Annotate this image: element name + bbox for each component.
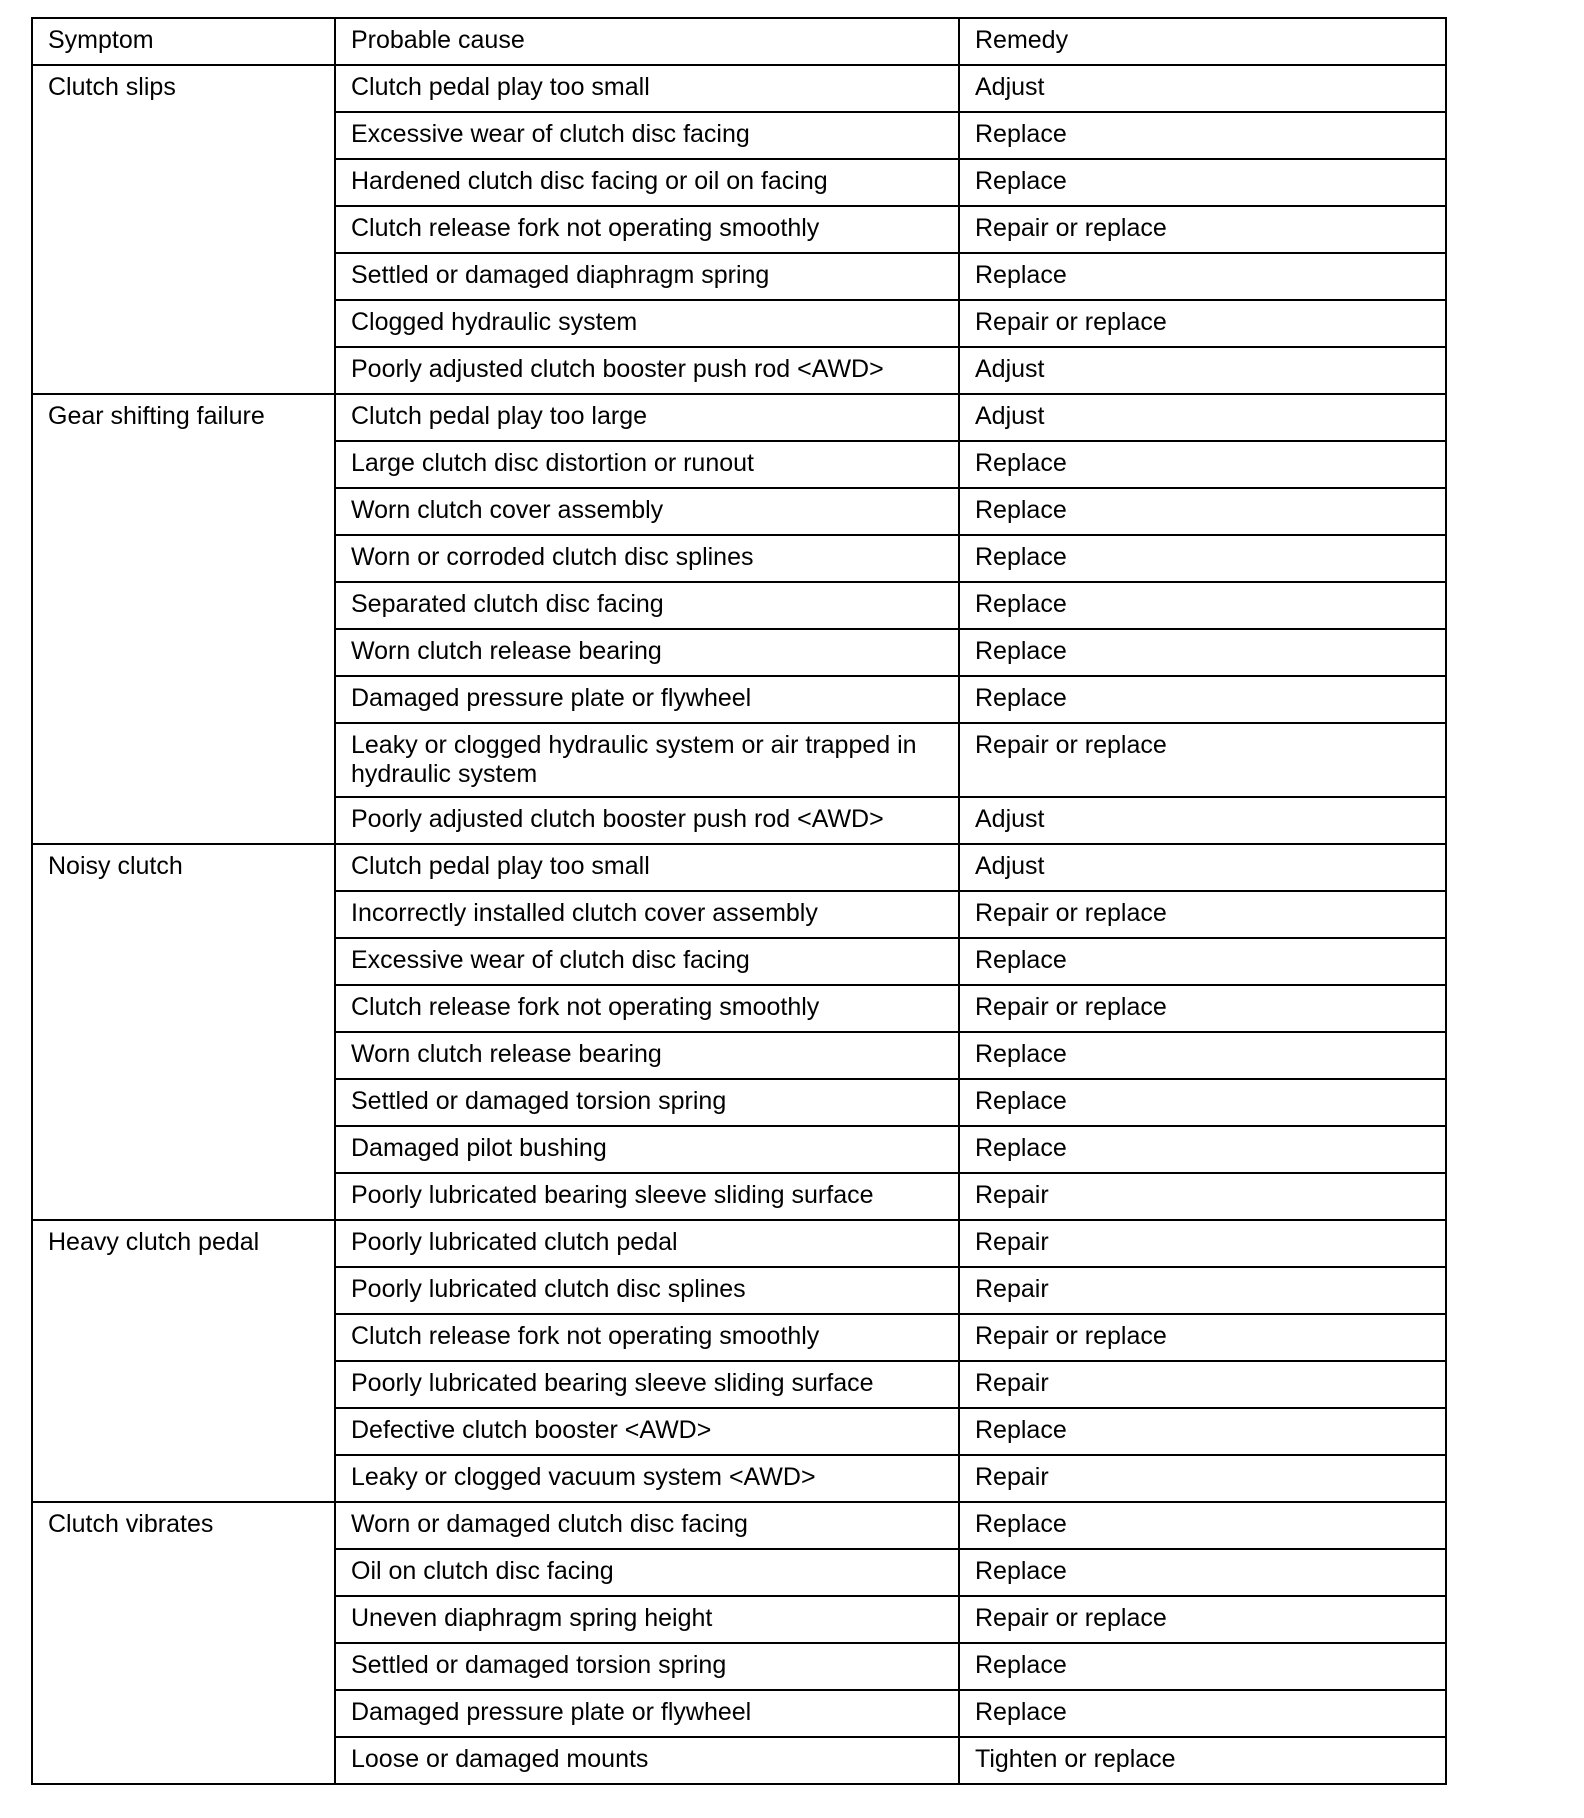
probable-cause-cell: Loose or damaged mounts (335, 1737, 959, 1784)
probable-cause-cell: Excessive wear of clutch disc facing (335, 112, 959, 159)
remedy-cell: Repair (959, 1173, 1446, 1220)
probable-cause-cell: Settled or damaged torsion spring (335, 1643, 959, 1690)
remedy-cell: Replace (959, 253, 1446, 300)
probable-cause-cell: Worn or corroded clutch disc splines (335, 535, 959, 582)
probable-cause-cell: Poorly adjusted clutch booster push rod <AWD> (335, 797, 959, 844)
remedy-cell: Repair or replace (959, 985, 1446, 1032)
symptom-cell: Gear shifting failure (32, 394, 335, 844)
probable-cause-cell: Worn or damaged clutch disc facing (335, 1502, 959, 1549)
header-symptom: Symptom (32, 18, 335, 65)
remedy-cell: Replace (959, 1549, 1446, 1596)
probable-cause-cell: Leaky or clogged hydraulic system or air trapped in hydraulic system (335, 723, 959, 797)
probable-cause-cell: Clutch pedal play too small (335, 65, 959, 112)
probable-cause-cell: Leaky or clogged vacuum system <AWD> (335, 1455, 959, 1502)
remedy-cell: Replace (959, 582, 1446, 629)
probable-cause-cell: Poorly lubricated bearing sleeve sliding surface (335, 1173, 959, 1220)
header-row (32, 18, 1446, 65)
remedy-cell: Repair or replace (959, 300, 1446, 347)
troubleshooting-table (31, 17, 1447, 1785)
probable-cause-cell: Poorly lubricated bearing sleeve sliding surface (335, 1361, 959, 1408)
probable-cause-cell: Settled or damaged torsion spring (335, 1079, 959, 1126)
probable-cause-cell: Defective clutch booster <AWD> (335, 1408, 959, 1455)
symptom-cell: Clutch vibrates (32, 1502, 335, 1784)
probable-cause-cell: Separated clutch disc facing (335, 582, 959, 629)
probable-cause-cell: Damaged pressure plate or flywheel (335, 1690, 959, 1737)
remedy-cell: Adjust (959, 65, 1446, 112)
header-probable-cause: Probable cause (335, 18, 959, 65)
remedy-cell: Replace (959, 1690, 1446, 1737)
probable-cause-cell: Worn clutch release bearing (335, 629, 959, 676)
remedy-cell: Repair (959, 1267, 1446, 1314)
remedy-cell: Adjust (959, 797, 1446, 844)
probable-cause-cell: Settled or damaged diaphragm spring (335, 253, 959, 300)
remedy-cell: Replace (959, 938, 1446, 985)
probable-cause-cell: Worn clutch release bearing (335, 1032, 959, 1079)
remedy-cell: Replace (959, 629, 1446, 676)
remedy-cell: Replace (959, 676, 1446, 723)
remedy-cell: Repair or replace (959, 723, 1446, 797)
symptom-cell: Clutch slips (32, 65, 335, 394)
table-row (32, 1220, 1446, 1267)
table-row (32, 394, 1446, 441)
remedy-cell: Tighten or replace (959, 1737, 1446, 1784)
probable-cause-cell: Poorly lubricated clutch disc splines (335, 1267, 959, 1314)
remedy-cell: Replace (959, 441, 1446, 488)
remedy-cell: Replace (959, 112, 1446, 159)
probable-cause-cell: Hardened clutch disc facing or oil on facing (335, 159, 959, 206)
probable-cause-cell: Excessive wear of clutch disc facing (335, 938, 959, 985)
remedy-cell: Replace (959, 1643, 1446, 1690)
remedy-cell: Replace (959, 1502, 1446, 1549)
probable-cause-cell: Clutch release fork not operating smoothly (335, 985, 959, 1032)
remedy-cell: Replace (959, 159, 1446, 206)
probable-cause-cell: Clutch pedal play too large (335, 394, 959, 441)
remedy-cell: Replace (959, 1032, 1446, 1079)
probable-cause-cell: Clutch pedal play too small (335, 844, 959, 891)
remedy-cell: Repair (959, 1220, 1446, 1267)
probable-cause-cell: Incorrectly installed clutch cover assembly (335, 891, 959, 938)
probable-cause-cell: Poorly lubricated clutch pedal (335, 1220, 959, 1267)
table-row (32, 844, 1446, 891)
probable-cause-cell: Oil on clutch disc facing (335, 1549, 959, 1596)
probable-cause-cell: Poorly adjusted clutch booster push rod <AWD> (335, 347, 959, 394)
remedy-cell: Replace (959, 535, 1446, 582)
remedy-cell: Repair or replace (959, 206, 1446, 253)
table-body (32, 65, 1446, 1784)
symptom-cell: Noisy clutch (32, 844, 335, 1220)
probable-cause-cell: Damaged pilot bushing (335, 1126, 959, 1173)
remedy-cell: Replace (959, 488, 1446, 535)
remedy-cell: Repair or replace (959, 1314, 1446, 1361)
header-remedy: Remedy (959, 18, 1446, 65)
probable-cause-cell: Large clutch disc distortion or runout (335, 441, 959, 488)
probable-cause-cell: Worn clutch cover assembly (335, 488, 959, 535)
remedy-cell: Replace (959, 1079, 1446, 1126)
symptom-cell: Heavy clutch pedal (32, 1220, 335, 1502)
table-row (32, 1502, 1446, 1549)
remedy-cell: Adjust (959, 347, 1446, 394)
probable-cause-cell: Clutch release fork not operating smoothly (335, 206, 959, 253)
probable-cause-cell: Uneven diaphragm spring height (335, 1596, 959, 1643)
probable-cause-cell: Clutch release fork not operating smoothly (335, 1314, 959, 1361)
table-row (32, 65, 1446, 112)
remedy-cell: Repair (959, 1455, 1446, 1502)
remedy-cell: Repair or replace (959, 1596, 1446, 1643)
remedy-cell: Repair or replace (959, 891, 1446, 938)
remedy-cell: Replace (959, 1408, 1446, 1455)
remedy-cell: Repair (959, 1361, 1446, 1408)
remedy-cell: Adjust (959, 394, 1446, 441)
remedy-cell: Replace (959, 1126, 1446, 1173)
probable-cause-cell: Damaged pressure plate or flywheel (335, 676, 959, 723)
probable-cause-cell: Clogged hydraulic system (335, 300, 959, 347)
remedy-cell: Adjust (959, 844, 1446, 891)
